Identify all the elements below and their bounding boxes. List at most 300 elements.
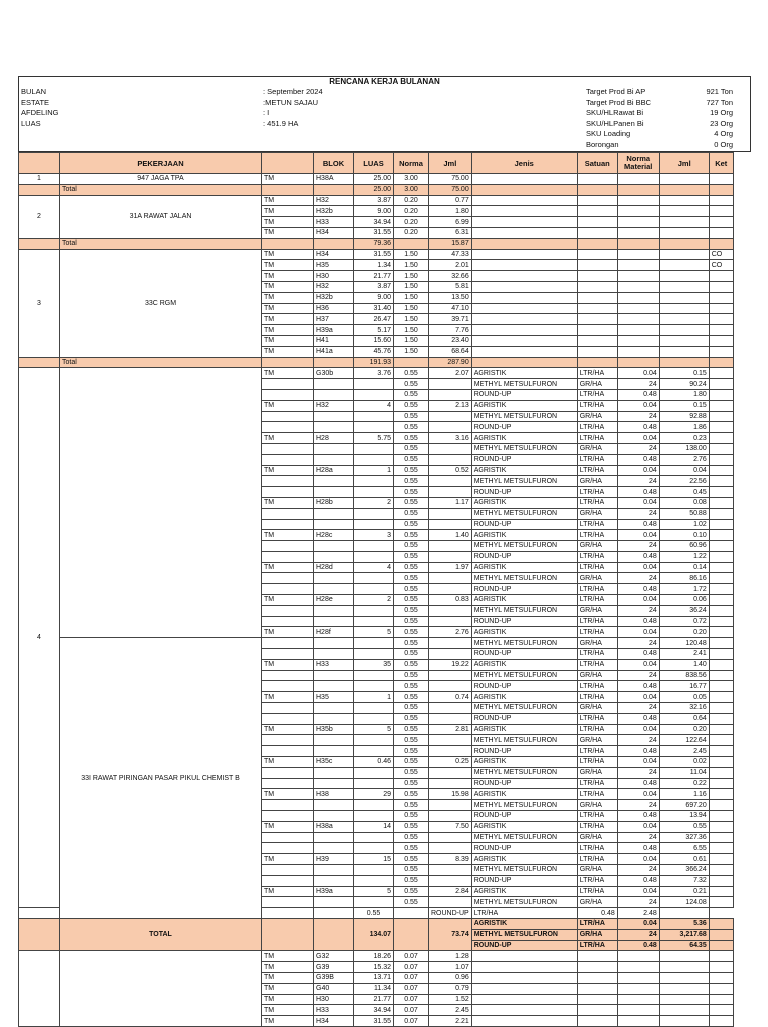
grand-total-luas: 134.07 [354,918,394,950]
jml-cell: 0.96 [429,972,472,983]
total-spacer [314,238,354,249]
satuan-cell: LTR/HA [577,368,617,379]
norma-cell: 0.07 [394,972,429,983]
ket-cell [709,519,733,530]
tm-cell [262,811,314,822]
table-cell [709,281,733,292]
total-satuan: GR/HA [577,929,617,940]
norma-material-cell: 24 [617,897,659,908]
tm-cell: TM [262,368,314,379]
table-cell: 1.50 [394,325,429,336]
grand-total-label: TOTAL [60,918,262,950]
col-ket: Ket [709,153,733,174]
blok-cell: H28a [314,465,354,476]
jenis-cell: ROUND-UP [471,487,577,498]
table-cell: 75.00 [429,174,472,185]
table-cell: TM [262,335,314,346]
group-number [19,951,60,1027]
blok-cell: G32 [314,951,354,962]
table-cell [617,260,659,271]
group-pekerjaan: 947 JAGA TPA [60,174,262,185]
material-amount-cell: 0.02 [659,757,709,768]
table-cell [709,174,733,185]
total-jenis: ROUND-UP [471,940,577,951]
table-cell [577,335,617,346]
luas-cell [354,584,394,595]
jml-cell [429,487,472,498]
table-cell: 47.33 [429,249,472,260]
norma-cell: 0.55 [394,476,429,487]
norma-cell: 0.55 [394,886,429,897]
ket-cell [709,551,733,562]
table-cell [471,227,577,238]
satuan-cell: LTR/HA [577,433,617,444]
norma-material-cell: 0.48 [577,908,617,919]
tm-cell [262,541,314,552]
total-spacer [471,184,577,195]
table-cell: 5.81 [429,281,472,292]
total-spacer [19,184,60,195]
empty-cell [709,962,733,973]
ket-cell [709,605,733,616]
tm-cell: TM [262,465,314,476]
table-cell: 1.50 [394,260,429,271]
report-title: RENCANA KERJA BULANAN [329,77,440,86]
material-amount-cell: 11.04 [659,767,709,778]
empty-cell [577,972,617,983]
norma-cell: 0.55 [394,681,429,692]
tm-cell: TM [262,724,314,735]
table-cell [471,281,577,292]
table-cell: 1.50 [394,281,429,292]
blok-cell [314,454,354,465]
ket-cell [709,724,733,735]
material-amount-cell: 1.80 [659,389,709,400]
material-amount-cell: 0.21 [659,886,709,897]
target-value: 0 Org [714,139,733,149]
target-label: Target Prod Bi AP [586,87,646,96]
norma-cell: 0.55 [394,422,429,433]
blok-cell: H39a [314,886,354,897]
norma-material-cell: 0.04 [617,659,659,670]
luas-cell: 1 [354,692,394,703]
jenis-cell: ROUND-UP [471,811,577,822]
blok-cell: H32 [314,400,354,411]
table-cell [709,303,733,314]
luas-cell [354,713,394,724]
satuan-cell: GR/HA [577,897,617,908]
work-plan-table [18,152,734,1027]
satuan-cell: LTR/HA [577,497,617,508]
norma-cell: 0.07 [394,1005,429,1016]
ket-cell [709,778,733,789]
table-cell [471,206,577,217]
blok-cell [314,411,354,422]
tm-cell [262,843,314,854]
table-cell [659,195,709,206]
norma-cell: 0.55 [394,530,429,541]
ket-cell [709,573,733,584]
table-cell [577,271,617,282]
jml-cell [429,389,472,400]
table-cell [659,303,709,314]
jml-cell [429,703,472,714]
satuan-cell: GR/HA [577,443,617,454]
norma-cell: 0.55 [394,757,429,768]
table-cell: 39.71 [429,314,472,325]
group-pekerjaan-top [60,368,262,638]
jml-cell [394,908,429,919]
total-jml: 287.90 [429,357,472,368]
table-cell: TM [262,303,314,314]
total-spacer [262,238,314,249]
blok-cell [314,703,354,714]
luas-cell: 4 [354,400,394,411]
jml-cell: 1.40 [429,530,472,541]
norma-material-cell: 24 [617,379,659,390]
group-number: 1 [19,174,60,185]
satuan-cell: LTR/HA [577,778,617,789]
total-norma-material: 24 [617,929,659,940]
satuan-cell: LTR/HA [577,875,617,886]
col-jml-material: Jml [659,153,709,174]
luas-cell [354,875,394,886]
ket-cell [709,789,733,800]
tm-cell [262,638,314,649]
satuan-cell: LTR/HA [577,584,617,595]
header-values [263,87,323,129]
luas-cell [354,670,394,681]
material-amount-cell: 90.24 [659,379,709,390]
satuan-cell: GR/HA [577,476,617,487]
blok-cell [314,605,354,616]
luas-cell: 31.55 [354,1016,394,1027]
satuan-cell: LTR/HA [577,843,617,854]
tm-cell: TM [262,854,314,865]
norma-material-cell: 24 [617,800,659,811]
total-norma: 3.00 [394,184,429,195]
value-luas: : 451.9 HA [263,118,299,128]
norma-cell: 0.55 [394,616,429,627]
jml-cell: 3.16 [429,433,472,444]
ket-cell [709,508,733,519]
empty-cell [471,962,577,973]
tm-cell [262,454,314,465]
ket-cell [709,422,733,433]
jml-cell: 1.52 [429,994,472,1005]
satuan-cell: LTR/HA [577,562,617,573]
norma-cell: 0.55 [394,703,429,714]
ket-cell [709,476,733,487]
norma-cell: 0.55 [394,433,429,444]
table-row [19,174,734,185]
satuan-cell: GR/HA [577,735,617,746]
satuan-cell: LTR/HA [577,724,617,735]
blok-cell [314,670,354,681]
jml-cell [429,454,472,465]
satuan-cell: LTR/HA [577,551,617,562]
tm-cell [262,443,314,454]
luas-cell: 15.32 [354,962,394,973]
table-row [19,951,734,962]
blok-cell [314,800,354,811]
table-cell [471,325,577,336]
satuan-cell: LTR/HA [577,616,617,627]
luas-cell [354,703,394,714]
luas-cell [354,865,394,876]
material-amount-cell: 697.20 [659,800,709,811]
norma-material-cell: 0.48 [617,487,659,498]
blok-cell [314,875,354,886]
luas-cell [354,508,394,519]
luas-cell [354,454,394,465]
target-values [679,87,733,151]
table-cell [659,227,709,238]
jml-cell: 0.25 [429,757,472,768]
norma-material-cell: 24 [617,703,659,714]
jenis-cell: AGRISTIK [471,692,577,703]
jenis-cell: ROUND-UP [429,908,472,919]
blok-cell [314,487,354,498]
jml-cell [429,422,472,433]
col-tm [262,153,314,174]
luas-cell [354,379,394,390]
ket-cell [709,875,733,886]
table-cell [709,217,733,228]
table-cell [709,195,733,206]
total-spacer [617,238,659,249]
jenis-cell: METHYL METSULFURON [471,411,577,422]
blok-cell: G30b [314,368,354,379]
total-spacer [709,184,733,195]
tm-cell: TM [262,627,314,638]
table-cell: H30 [314,271,354,282]
satuan-cell: GR/HA [577,832,617,843]
table-cell: 2.01 [429,260,472,271]
norma-material-cell: 0.48 [617,875,659,886]
material-amount-cell: 0.08 [659,497,709,508]
satuan-cell: LTR/HA [577,454,617,465]
jenis-cell: METHYL METSULFURON [471,541,577,552]
group-pekerjaan [60,951,262,1027]
empty-cell [577,951,617,962]
empty-cell [659,962,709,973]
table-cell [577,260,617,271]
satuan-cell: LTR/HA [577,789,617,800]
norma-cell: 0.55 [394,649,429,660]
norma-cell: 0.55 [394,541,429,552]
norma-cell: 0.07 [394,994,429,1005]
luas-cell: 3 [354,530,394,541]
material-amount-cell: 2.76 [659,454,709,465]
total-label: Total [60,184,262,195]
satuan-cell: LTR/HA [471,908,577,919]
empty-cell [617,972,659,983]
group-number: 2 [19,195,60,238]
blok-cell [314,443,354,454]
table-cell [617,325,659,336]
table-cell: 68.64 [429,346,472,357]
satuan-cell: GR/HA [577,508,617,519]
table-cell: 1.80 [429,206,472,217]
table-cell: 0.20 [394,206,429,217]
jml-cell: 15.98 [429,789,472,800]
jenis-cell: ROUND-UP [471,584,577,595]
jenis-cell: AGRISTIK [471,368,577,379]
total-spacer [314,184,354,195]
total-jenis: METHYL METSULFURON [471,929,577,940]
tm-cell [262,605,314,616]
tm-cell: TM [262,692,314,703]
empty-cell [659,1016,709,1027]
table-cell [659,206,709,217]
norma-cell: 0.55 [394,389,429,400]
jml-cell [429,767,472,778]
luas-cell [354,767,394,778]
norma-cell: 0.55 [394,735,429,746]
total-spacer [262,918,314,950]
col-satuan: Satuan [577,153,617,174]
norma-material-cell: 0.48 [617,584,659,595]
table-cell: TM [262,195,314,206]
blok-cell: H30 [314,994,354,1005]
material-amount-cell: 366.24 [659,865,709,876]
norma-cell: 0.55 [394,832,429,843]
norma-material-cell: 0.48 [617,422,659,433]
table-cell [577,206,617,217]
table-cell: TM [262,260,314,271]
target-value: 921 Ton [706,87,733,96]
norma-material-cell: 0.04 [617,562,659,573]
total-material-amount: 64.35 [659,940,709,951]
norma-cell: 0.55 [394,789,429,800]
total-spacer [19,238,60,249]
group-total-row [19,238,734,249]
report-header [18,76,751,152]
table-cell: H41 [314,335,354,346]
luas-cell [354,778,394,789]
jml-cell: 2.45 [429,1005,472,1016]
table-cell: 1.50 [394,249,429,260]
jenis-cell: AGRISTIK [471,465,577,476]
material-amount-cell: 36.24 [659,605,709,616]
table-cell: 0.20 [394,217,429,228]
jml-cell [429,875,472,886]
blok-cell: H28d [314,562,354,573]
table-cell: 3.00 [394,174,429,185]
ket-cell [709,865,733,876]
table-cell: H34 [314,227,354,238]
ket-cell [709,735,733,746]
table-cell: CO [709,249,733,260]
total-spacer [577,238,617,249]
table-cell [577,314,617,325]
table-cell: 23.40 [429,335,472,346]
blok-cell: H35b [314,724,354,735]
norma-material-cell: 0.48 [617,713,659,724]
table-cell: H37 [314,314,354,325]
jenis-cell: METHYL METSULFURON [471,508,577,519]
ket-cell [709,616,733,627]
tm-cell: TM [262,400,314,411]
ket-cell [709,800,733,811]
tm-cell [262,508,314,519]
jenis-cell: METHYL METSULFURON [471,800,577,811]
satuan-cell: LTR/HA [577,389,617,400]
norma-cell: 0.55 [394,368,429,379]
table-cell [659,281,709,292]
norma-material-cell: 24 [617,476,659,487]
material-amount-cell: 0.20 [659,627,709,638]
total-satuan: LTR/HA [577,918,617,929]
norma-material-cell: 24 [617,573,659,584]
total-spacer [471,238,577,249]
table-cell: H41a [314,346,354,357]
material-amount-cell: 0.14 [659,562,709,573]
table-cell: CO [709,260,733,271]
total-jml: 15.87 [429,238,472,249]
ket-cell [709,454,733,465]
empty-cell [709,994,733,1005]
ket-cell [709,659,733,670]
norma-cell: 0.07 [394,962,429,973]
material-amount-cell: 0.04 [659,465,709,476]
empty-cell [471,983,577,994]
satuan-cell: GR/HA [577,800,617,811]
jml-cell [429,832,472,843]
norma-cell: 0.55 [394,595,429,606]
norma-cell: 0.55 [394,379,429,390]
material-amount-cell: 2.41 [659,649,709,660]
jenis-cell: ROUND-UP [471,875,577,886]
luas-cell: 5.75 [354,433,394,444]
table-cell [617,195,659,206]
table-cell [659,335,709,346]
tm-cell [262,735,314,746]
norma-cell: 0.55 [394,605,429,616]
material-amount-cell: 120.48 [659,638,709,649]
blok-cell [314,865,354,876]
table-cell [471,303,577,314]
col-norma: Norma [394,153,429,174]
jml-cell: 0.52 [429,465,472,476]
ket-cell [709,584,733,595]
table-cell [577,303,617,314]
tm-cell: TM [262,659,314,670]
tm-cell [262,551,314,562]
jenis-cell: AGRISTIK [471,627,577,638]
norma-material-cell: 0.04 [617,465,659,476]
blok-cell [314,573,354,584]
table-cell: TM [262,346,314,357]
col-luas: LUAS [354,153,394,174]
table-cell: 0.77 [429,195,472,206]
target-label: Borongan [586,139,619,149]
total-spacer [262,357,314,368]
jml-cell: 19.22 [429,659,472,670]
jml-cell: 7.50 [429,821,472,832]
norma-material-cell: 0.48 [617,681,659,692]
norma-material-cell: 0.04 [617,400,659,411]
blok-cell: H34 [314,1016,354,1027]
tm-cell [262,422,314,433]
jenis-cell: AGRISTIK [471,497,577,508]
table-cell: 1.50 [394,314,429,325]
norma-material-cell: 0.48 [617,389,659,400]
total-spacer [659,184,709,195]
material-amount-cell: 32.16 [659,703,709,714]
norma-material-cell: 0.04 [617,627,659,638]
